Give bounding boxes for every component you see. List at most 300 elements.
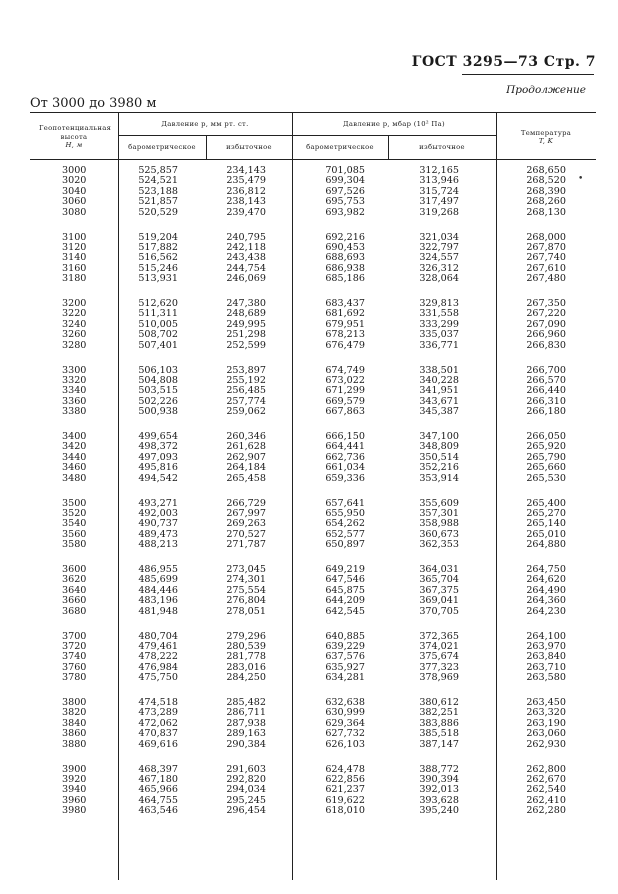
- cell-mmhg-excess: 264,184: [226, 462, 266, 474]
- cell-temperature: 265,270: [526, 507, 566, 519]
- cell-mbar-barometric: 630,999: [325, 707, 365, 719]
- cell-mbar-excess: 370,705: [419, 605, 459, 617]
- row-group: [30, 632, 596, 684]
- cell-mmhg-excess: 284,250: [226, 672, 266, 684]
- cell-mmhg-barometric: 502,226: [138, 395, 178, 407]
- cell-temperature: 265,400: [526, 497, 566, 509]
- table-row: [30, 463, 596, 473]
- cell-altitude: 3720: [62, 640, 87, 652]
- table-row: [30, 299, 596, 309]
- cell-mbar-barometric: 647,546: [325, 574, 365, 586]
- cell-mbar-barometric: 661,034: [325, 462, 365, 474]
- cell-mbar-barometric: 697,526: [325, 185, 365, 197]
- table-row: [30, 376, 596, 386]
- cell-mmhg-barometric: 525,857: [138, 165, 178, 176]
- cell-altitude: 3280: [62, 339, 87, 351]
- cell-altitude: 3980: [62, 805, 87, 817]
- cell-mmhg-barometric: 484,446: [138, 584, 178, 596]
- cell-altitude: 3360: [62, 395, 87, 407]
- table-header: [30, 112, 596, 160]
- mmhg-excess-header: избыточное: [226, 142, 272, 151]
- cell-mmhg-excess: 271,787: [226, 539, 266, 551]
- table-row: [30, 243, 596, 253]
- cell-temperature: 264,880: [526, 539, 566, 551]
- cell-mbar-barometric: 655,950: [325, 507, 365, 519]
- cell-altitude: 3860: [62, 728, 87, 740]
- cell-mmhg-excess: 260,346: [226, 431, 266, 442]
- cell-mmhg-excess: 249,995: [226, 318, 266, 330]
- cell-mbar-barometric: 679,951: [325, 318, 365, 330]
- table-row: [30, 575, 596, 585]
- cell-altitude: 3960: [62, 794, 87, 806]
- cell-mmhg-barometric: 479,461: [138, 640, 178, 652]
- cell-mmhg-excess: 252,599: [226, 339, 266, 351]
- cell-mmhg-barometric: 470,837: [138, 728, 178, 740]
- cell-mbar-excess: 353,914: [419, 472, 459, 484]
- altitude-header: Геопотенциальная высота H, м: [39, 124, 112, 150]
- cell-mbar-excess: 347,100: [419, 431, 459, 442]
- cell-mmhg-barometric: 492,003: [138, 507, 178, 519]
- table-row: [30, 652, 596, 662]
- cell-mbar-barometric: 640,885: [325, 630, 365, 642]
- mbar-barometric-header: барометрическое: [306, 142, 374, 151]
- cell-mmhg-barometric: 521,857: [138, 196, 178, 208]
- cell-mbar-barometric: 662,736: [325, 451, 365, 463]
- cell-altitude: 3500: [62, 497, 87, 509]
- table-row: [30, 740, 596, 750]
- table-row: [30, 320, 596, 330]
- table-row: [30, 796, 596, 806]
- table-row: [30, 330, 596, 340]
- table-row: [30, 264, 596, 274]
- table-row: [30, 642, 596, 652]
- cell-mbar-barometric: 669,579: [325, 395, 365, 407]
- temperature-header: Температура T, K: [520, 128, 572, 145]
- cell-mbar-barometric: 639,229: [325, 640, 365, 652]
- table-body: [30, 160, 596, 880]
- cell-mmhg-barometric: 493,271: [138, 497, 178, 509]
- cell-mbar-excess: 322,797: [419, 241, 459, 253]
- cell-mmhg-barometric: 489,473: [138, 528, 178, 540]
- table-row: [30, 540, 596, 550]
- table-row: [30, 719, 596, 729]
- table-row: [30, 698, 596, 708]
- row-group: [30, 233, 596, 285]
- cell-mmhg-excess: 291,603: [226, 763, 266, 775]
- cell-mbar-barometric: 693,982: [325, 206, 365, 218]
- table-row: [30, 442, 596, 452]
- cell-mbar-excess: 336,771: [419, 339, 459, 351]
- cell-mbar-excess: 319,268: [419, 206, 459, 218]
- cell-temperature: 263,060: [526, 728, 566, 740]
- cell-mmhg-excess: 273,045: [226, 564, 266, 575]
- cell-mbar-barometric: 659,336: [325, 472, 365, 484]
- table-row: [30, 775, 596, 785]
- cell-altitude: 3940: [62, 784, 87, 796]
- cell-mbar-barometric: 666,150: [325, 431, 365, 442]
- cell-mmhg-excess: 239,470: [226, 206, 266, 218]
- cell-mmhg-barometric: 480,704: [138, 630, 178, 642]
- cell-mmhg-barometric: 519,204: [138, 231, 178, 243]
- cell-mbar-excess: 380,612: [419, 697, 459, 708]
- cell-mbar-excess: 315,724: [419, 185, 459, 197]
- table-row: [30, 607, 596, 617]
- cell-temperature: 266,050: [526, 431, 566, 442]
- cell-temperature: 265,010: [526, 528, 566, 540]
- cell-mmhg-barometric: 508,702: [138, 329, 178, 341]
- cell-mbar-barometric: 681,692: [325, 308, 365, 320]
- table-row: [30, 509, 596, 519]
- cell-altitude: 3580: [62, 539, 87, 551]
- cell-temperature: 262,930: [526, 738, 566, 750]
- cell-mmhg-excess: 251,298: [226, 329, 266, 341]
- cell-mmhg-excess: 295,245: [226, 794, 266, 806]
- cell-altitude: 3920: [62, 773, 87, 785]
- row-group: [30, 698, 596, 750]
- cell-temperature: 264,620: [526, 574, 566, 586]
- cell-mmhg-barometric: 475,750: [138, 672, 178, 684]
- cell-mbar-barometric: 650,897: [325, 539, 365, 551]
- cell-mbar-excess: 329,813: [419, 298, 459, 309]
- cell-altitude: 3040: [62, 185, 87, 197]
- cell-temperature: 264,360: [526, 595, 566, 607]
- cell-mmhg-excess: 246,069: [226, 273, 266, 285]
- cell-mmhg-barometric: 523,188: [138, 185, 178, 197]
- cell-mbar-excess: 385,518: [419, 728, 459, 740]
- cell-temperature: 266,700: [526, 364, 566, 376]
- cell-mbar-excess: 348,809: [419, 441, 459, 453]
- cell-mmhg-barometric: 498,372: [138, 441, 178, 453]
- cell-mmhg-barometric: 465,966: [138, 784, 178, 796]
- cell-mbar-barometric: 664,441: [325, 441, 365, 453]
- cell-altitude: 3700: [62, 630, 87, 642]
- cell-altitude: 3020: [62, 175, 87, 187]
- cell-mbar-barometric: 701,085: [325, 165, 365, 176]
- atmosphere-table: [30, 112, 596, 880]
- cell-mbar-barometric: 649,219: [325, 564, 365, 575]
- cell-temperature: 267,350: [526, 298, 566, 309]
- cell-mbar-barometric: 695,753: [325, 196, 365, 208]
- table-row: [30, 309, 596, 319]
- cell-mmhg-barometric: 516,562: [138, 252, 178, 264]
- cell-mbar-excess: 388,772: [419, 763, 459, 775]
- cell-mmhg-excess: 261,628: [226, 441, 266, 453]
- cell-mbar-excess: 390,394: [419, 773, 459, 785]
- cell-mmhg-excess: 235,479: [226, 175, 266, 187]
- cell-mmhg-barometric: 510,005: [138, 318, 178, 330]
- cell-temperature: 263,580: [526, 672, 566, 684]
- table-row: [30, 453, 596, 463]
- cell-altitude: 3240: [62, 318, 87, 330]
- cell-mbar-barometric: 637,576: [325, 651, 365, 663]
- cell-altitude: 3100: [62, 231, 87, 243]
- cell-temperature: 266,830: [526, 339, 566, 351]
- cell-mbar-barometric: 699,304: [325, 175, 365, 187]
- table-row: [30, 233, 596, 243]
- cell-mmhg-excess: 281,778: [226, 651, 266, 663]
- cell-mmhg-excess: 292,820: [226, 773, 266, 785]
- table-row: [30, 806, 596, 816]
- cell-mbar-excess: 345,387: [419, 406, 459, 418]
- table-row: [30, 785, 596, 795]
- cell-mmhg-excess: 276,804: [226, 595, 266, 607]
- cell-mmhg-barometric: 464,755: [138, 794, 178, 806]
- cell-mmhg-excess: 267,997: [226, 507, 266, 519]
- cell-altitude: 3460: [62, 462, 87, 474]
- cell-mbar-barometric: 692,216: [325, 231, 365, 243]
- table-row: [30, 530, 596, 540]
- cell-mbar-barometric: 683,437: [325, 298, 365, 309]
- cell-temperature: 262,540: [526, 784, 566, 796]
- cell-mbar-barometric: 688,693: [325, 252, 365, 264]
- altitude-range: От 3000 до 3980 м: [30, 96, 157, 111]
- cell-mbar-excess: 357,301: [419, 507, 459, 519]
- table-row: [30, 474, 596, 484]
- cell-temperature: 268,650: [526, 165, 566, 176]
- cell-mbar-barometric: 690,453: [325, 241, 365, 253]
- cell-temperature: 264,750: [526, 564, 566, 575]
- cell-mmhg-barometric: 473,289: [138, 707, 178, 719]
- cell-mmhg-excess: 253,897: [226, 364, 266, 376]
- cell-mmhg-barometric: 483,196: [138, 595, 178, 607]
- continued-label: Продолжение: [506, 84, 586, 96]
- cell-mmhg-barometric: 507,401: [138, 339, 178, 351]
- cell-temperature: 268,390: [526, 185, 566, 197]
- cell-temperature: 267,480: [526, 273, 566, 285]
- cell-mmhg-excess: 255,192: [226, 374, 266, 386]
- cell-mbar-excess: 372,365: [419, 630, 459, 642]
- cell-mbar-barometric: 652,577: [325, 528, 365, 540]
- cell-mbar-excess: 374,021: [419, 640, 459, 652]
- cell-mbar-barometric: 678,213: [325, 329, 365, 341]
- table-row: [30, 187, 596, 197]
- cell-mbar-excess: 383,886: [419, 717, 459, 729]
- cell-altitude: 3660: [62, 595, 87, 607]
- cell-temperature: 262,670: [526, 773, 566, 785]
- cell-temperature: 266,960: [526, 329, 566, 341]
- cell-mbar-excess: 355,609: [419, 497, 459, 509]
- cell-mbar-barometric: 686,938: [325, 262, 365, 274]
- cell-altitude: 3840: [62, 717, 87, 729]
- cell-mmhg-excess: 265,458: [226, 472, 266, 484]
- cell-mbar-excess: 326,312: [419, 262, 459, 274]
- cell-mbar-barometric: 635,927: [325, 661, 365, 673]
- cell-mmhg-barometric: 488,213: [138, 539, 178, 551]
- cell-mmhg-excess: 279,296: [226, 630, 266, 642]
- cell-temperature: 268,520: [526, 175, 566, 187]
- cell-mmhg-barometric: 478,222: [138, 651, 178, 663]
- cell-mbar-barometric: 673,022: [325, 374, 365, 386]
- cell-mbar-excess: 360,673: [419, 528, 459, 540]
- cell-altitude: 3340: [62, 385, 87, 397]
- cell-mbar-barometric: 627,732: [325, 728, 365, 740]
- cell-altitude: 3320: [62, 374, 87, 386]
- cell-mmhg-excess: 248,689: [226, 308, 266, 320]
- cell-temperature: 263,840: [526, 651, 566, 663]
- cell-mmhg-excess: 259,062: [226, 406, 266, 418]
- cell-mbar-excess: 321,034: [419, 231, 459, 243]
- pressure-mbar-header: Давление p, мбар (10² Па): [343, 119, 445, 128]
- cell-mbar-excess: 369,041: [419, 595, 459, 607]
- cell-mmhg-excess: 294,034: [226, 784, 266, 796]
- cell-altitude: 3560: [62, 528, 87, 540]
- cell-mmhg-barometric: 511,311: [138, 308, 178, 320]
- cell-temperature: 265,920: [526, 441, 566, 453]
- table-row: [30, 596, 596, 606]
- cell-mbar-barometric: 654,262: [325, 518, 365, 530]
- cell-mmhg-excess: 280,539: [226, 640, 266, 652]
- table-row: [30, 166, 596, 176]
- cell-altitude: 3480: [62, 472, 87, 484]
- cell-mbar-barometric: 676,479: [325, 339, 365, 351]
- cell-temperature: 263,710: [526, 661, 566, 673]
- row-group: [30, 432, 596, 484]
- cell-mmhg-excess: 270,527: [226, 528, 266, 540]
- cell-altitude: 3120: [62, 241, 87, 253]
- cell-altitude: 3440: [62, 451, 87, 463]
- table-row: [30, 565, 596, 575]
- cell-mbar-barometric: 629,364: [325, 717, 365, 729]
- cell-altitude: 3060: [62, 196, 87, 208]
- cell-mmhg-barometric: 520,529: [138, 206, 178, 218]
- cell-altitude: 3140: [62, 252, 87, 264]
- cell-altitude: 3080: [62, 206, 87, 218]
- cell-altitude: 3640: [62, 584, 87, 596]
- cell-temperature: 268,260: [526, 196, 566, 208]
- cell-temperature: 264,100: [526, 630, 566, 642]
- cell-altitude: 3540: [62, 518, 87, 530]
- cell-mmhg-barometric: 474,518: [138, 697, 178, 708]
- cell-altitude: 3380: [62, 406, 87, 418]
- cell-mmhg-excess: 238,143: [226, 196, 266, 208]
- table-row: [30, 519, 596, 529]
- cell-mmhg-barometric: 504,808: [138, 374, 178, 386]
- cell-mbar-excess: 382,251: [419, 707, 459, 719]
- cell-temperature: 267,740: [526, 252, 566, 264]
- cell-temperature: 265,660: [526, 462, 566, 474]
- table-row: [30, 208, 596, 218]
- cell-mbar-excess: 312,165: [419, 165, 459, 176]
- cell-altitude: 3760: [62, 661, 87, 673]
- cell-mmhg-excess: 247,380: [226, 298, 266, 309]
- row-group: [30, 299, 596, 351]
- cell-altitude: 3200: [62, 298, 87, 309]
- cell-mbar-excess: 331,558: [419, 308, 459, 320]
- cell-mmhg-excess: 275,554: [226, 584, 266, 596]
- cell-mbar-barometric: 671,299: [325, 385, 365, 397]
- cell-mmhg-excess: 286,711: [226, 707, 266, 719]
- cell-temperature: 265,790: [526, 451, 566, 463]
- cell-temperature: 265,140: [526, 518, 566, 530]
- cell-mmhg-excess: 285,482: [226, 697, 266, 708]
- cell-mmhg-barometric: 495,816: [138, 462, 178, 474]
- table-row: [30, 765, 596, 775]
- cell-mbar-barometric: 624,478: [325, 763, 365, 775]
- table-row: [30, 407, 596, 417]
- table-row: [30, 729, 596, 739]
- table-row: [30, 253, 596, 263]
- cell-temperature: 266,440: [526, 385, 566, 397]
- pressure-mmhg-header: Давление p, мм рт. ст.: [161, 119, 249, 128]
- cell-mmhg-barometric: 500,938: [138, 406, 178, 418]
- cell-altitude: 3420: [62, 441, 87, 453]
- cell-mmhg-excess: 287,938: [226, 717, 266, 729]
- cell-mmhg-excess: 290,384: [226, 738, 266, 750]
- cell-mbar-excess: 333,299: [419, 318, 459, 330]
- cell-mbar-excess: 365,704: [419, 574, 459, 586]
- table-row: [30, 274, 596, 284]
- cell-mmhg-barometric: 515,246: [138, 262, 178, 274]
- cell-mbar-excess: 328,064: [419, 273, 459, 285]
- table-row: [30, 197, 596, 207]
- cell-mmhg-barometric: 517,882: [138, 241, 178, 253]
- cell-mbar-barometric: 619,622: [325, 794, 365, 806]
- cell-temperature: 264,230: [526, 605, 566, 617]
- table-row: [30, 366, 596, 376]
- cell-temperature: 262,800: [526, 763, 566, 775]
- header-rule: [462, 74, 594, 75]
- cell-temperature: 262,410: [526, 794, 566, 806]
- cell-mmhg-excess: 236,812: [226, 185, 266, 197]
- cell-mbar-excess: 364,031: [419, 564, 459, 575]
- cell-mbar-barometric: 674,749: [325, 364, 365, 376]
- cell-mbar-excess: 335,037: [419, 329, 459, 341]
- cell-mbar-excess: 378,969: [419, 672, 459, 684]
- cell-mmhg-barometric: 506,103: [138, 364, 178, 376]
- cell-altitude: 3300: [62, 364, 87, 376]
- cell-mbar-excess: 313,946: [419, 175, 459, 187]
- cell-temperature: 263,970: [526, 640, 566, 652]
- cell-mmhg-excess: 274,301: [226, 574, 266, 586]
- cell-mmhg-barometric: 468,397: [138, 763, 178, 775]
- cell-mbar-barometric: 667,863: [325, 406, 365, 418]
- row-group: [30, 499, 596, 551]
- cell-mmhg-excess: 234,143: [226, 165, 266, 176]
- cell-temperature: 267,220: [526, 308, 566, 320]
- table-row: [30, 397, 596, 407]
- cell-mbar-barometric: 622,856: [325, 773, 365, 785]
- row-group: [30, 565, 596, 617]
- cell-altitude: 3820: [62, 707, 87, 719]
- cell-temperature: 262,280: [526, 805, 566, 817]
- table-row: [30, 663, 596, 673]
- cell-temperature: 268,000: [526, 231, 566, 243]
- cell-mmhg-barometric: 497,093: [138, 451, 178, 463]
- cell-mmhg-excess: 269,263: [226, 518, 266, 530]
- cell-altitude: 3220: [62, 308, 87, 320]
- cell-mbar-barometric: 634,281: [325, 672, 365, 684]
- cell-altitude: 3160: [62, 262, 87, 274]
- cell-mmhg-barometric: 467,180: [138, 773, 178, 785]
- cell-altitude: 3520: [62, 507, 87, 519]
- cell-mmhg-excess: 289,163: [226, 728, 266, 740]
- cell-mbar-barometric: 621,237: [325, 784, 365, 796]
- table-row: [30, 708, 596, 718]
- cell-mbar-excess: 341,951: [419, 385, 459, 397]
- cell-mmhg-barometric: 513,931: [138, 273, 178, 285]
- cell-temperature: 265,530: [526, 472, 566, 484]
- cell-mmhg-excess: 266,729: [226, 497, 266, 509]
- cell-mbar-excess: 358,988: [419, 518, 459, 530]
- cell-mbar-excess: 317,497: [419, 196, 459, 208]
- cell-altitude: 3000: [62, 165, 87, 176]
- cell-mbar-barometric: 644,209: [325, 595, 365, 607]
- row-group: [30, 166, 596, 218]
- cell-altitude: 3680: [62, 605, 87, 617]
- cell-mmhg-excess: 256,485: [226, 385, 266, 397]
- cell-mbar-excess: 362,353: [419, 539, 459, 551]
- cell-altitude: 3180: [62, 273, 87, 285]
